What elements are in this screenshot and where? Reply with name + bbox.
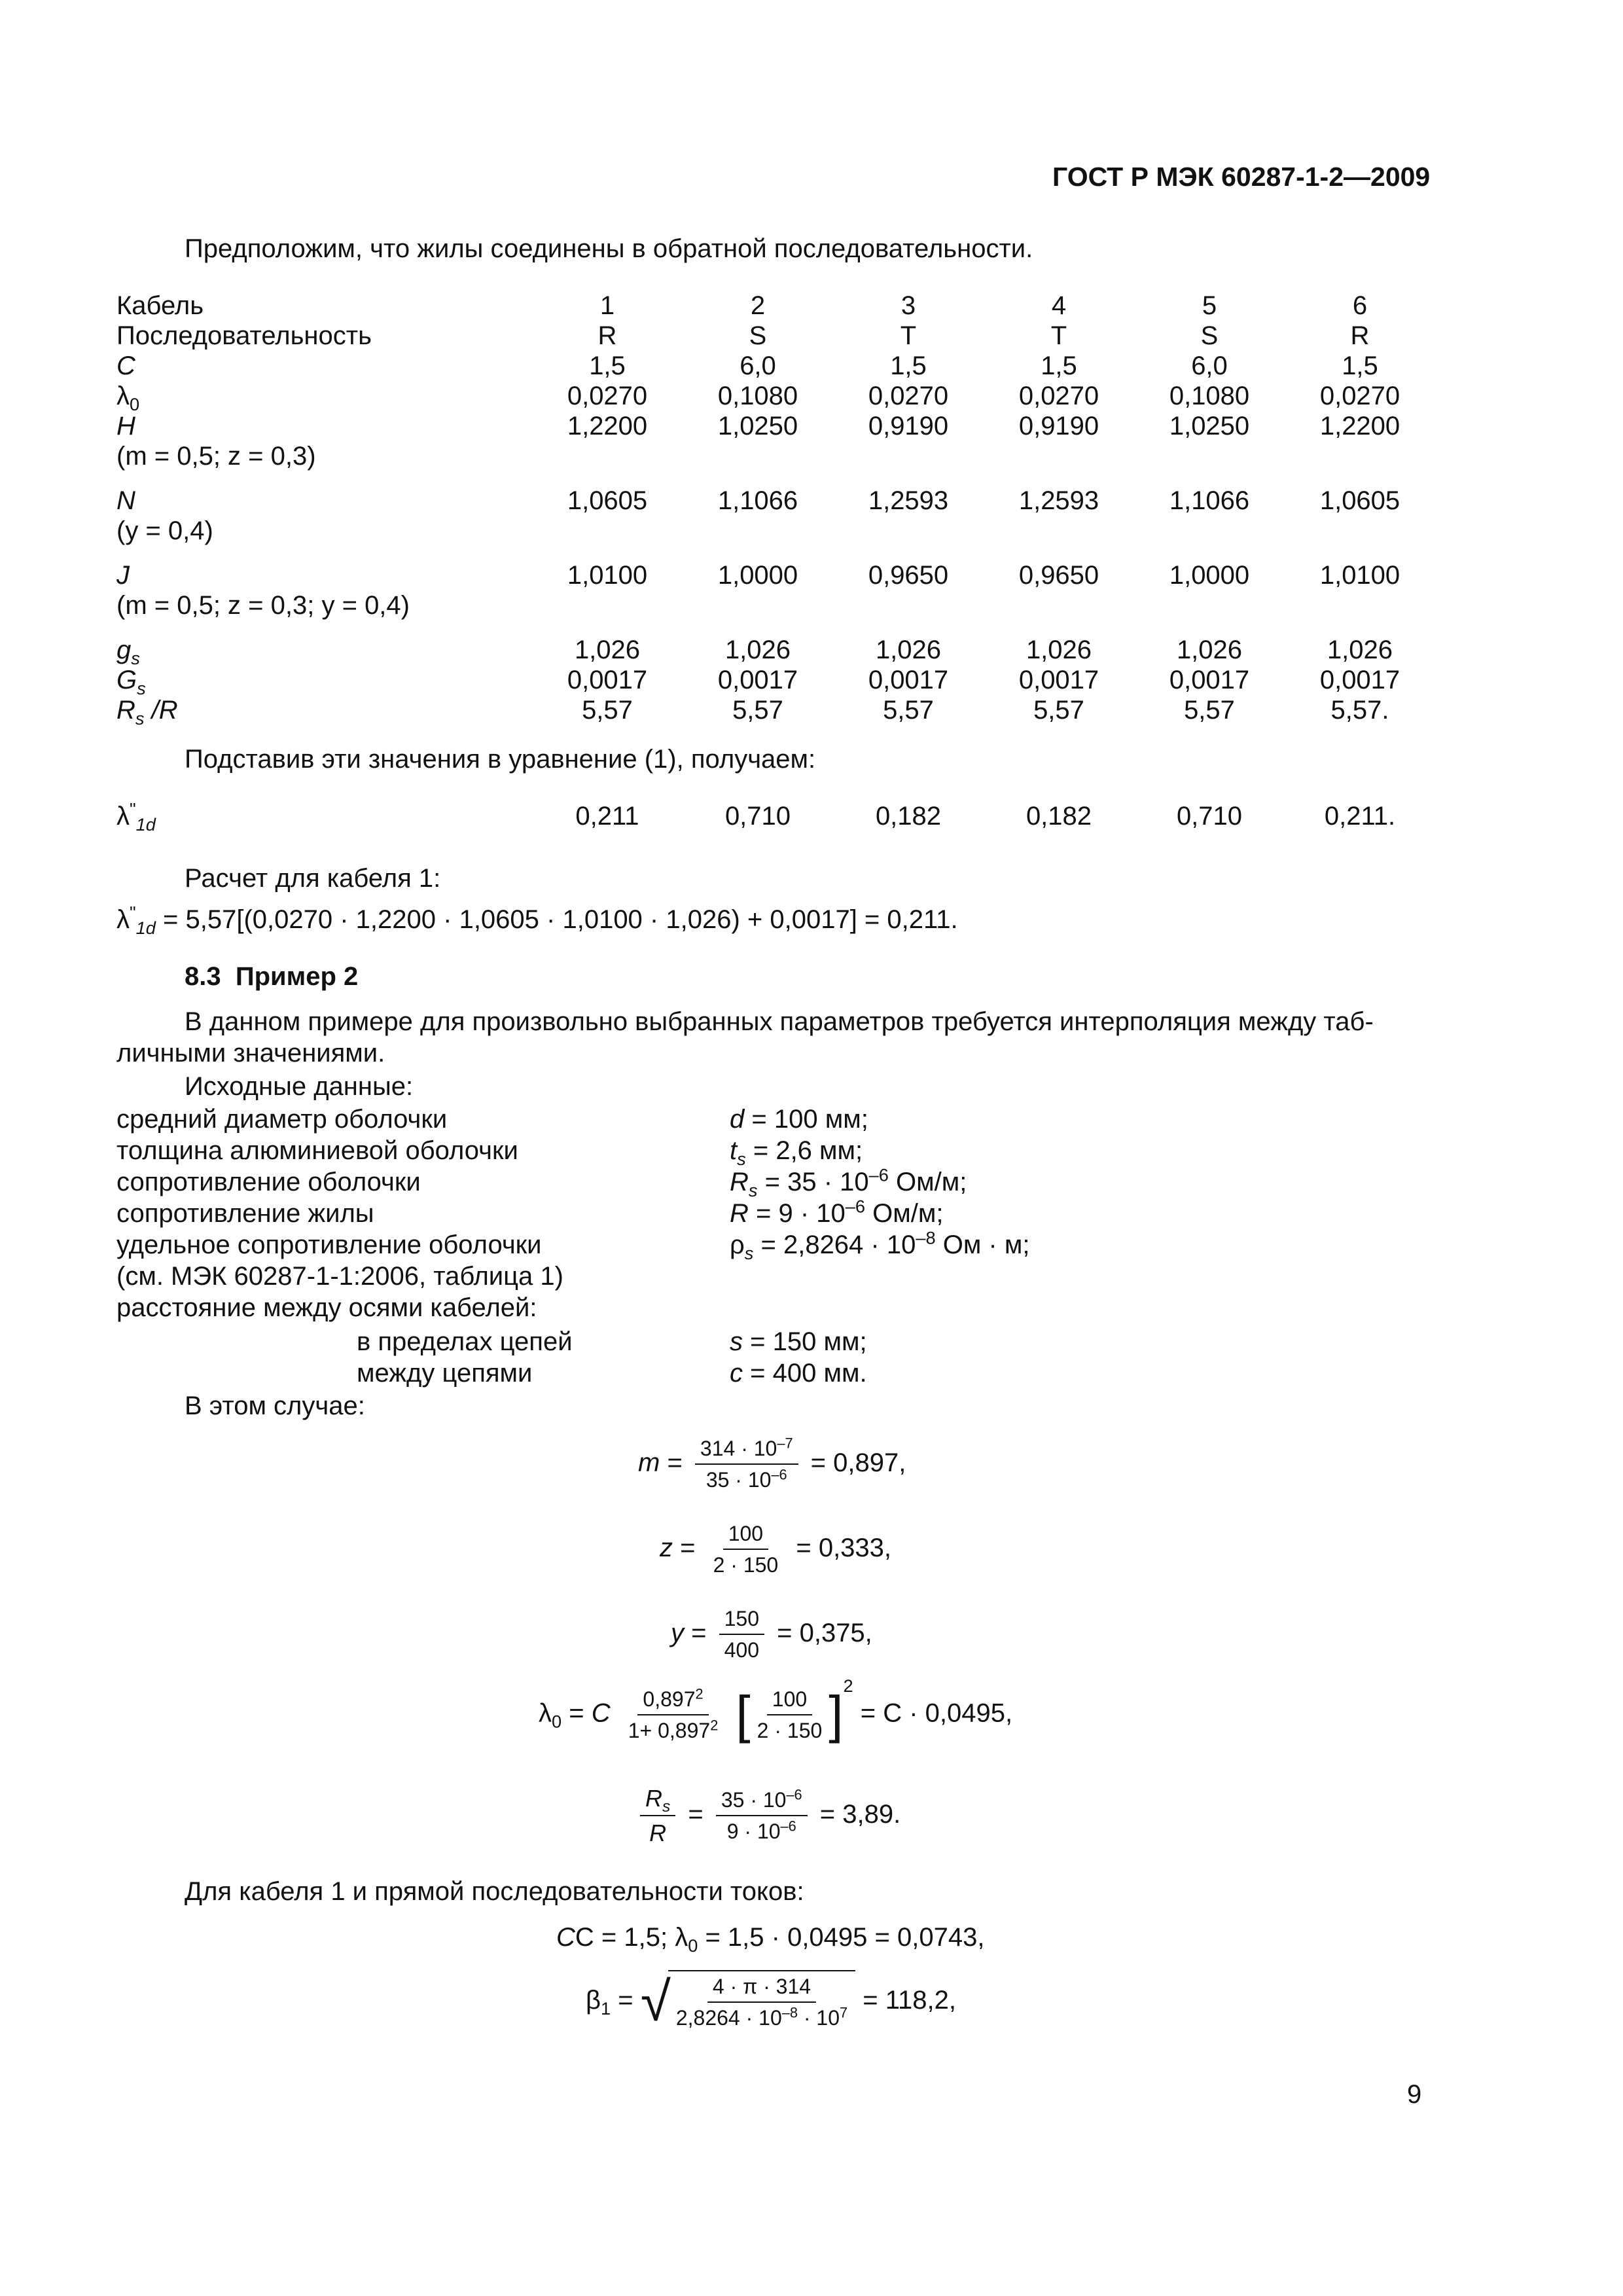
m-fraction: $\frac{314 \cdot 10^{-7}}{35 \cdot 10^{-6}}$ xyxy=(695,1433,798,1496)
h-cell: 1,0250 xyxy=(717,412,798,440)
cable-3: 3 xyxy=(901,291,916,320)
c-cell: 1,5 xyxy=(890,351,927,380)
rho-label: удельное сопротивление оболочки xyxy=(116,1230,542,1259)
h-cell: 1,2200 xyxy=(567,412,648,440)
n-cell: 1,1066 xyxy=(717,486,798,515)
radical-icon: √ xyxy=(640,1971,671,2033)
cable-1: 1 xyxy=(599,291,615,320)
rs-r-label: $R_s$ /R xyxy=(116,696,178,728)
lambda1d-cell: 0,710 xyxy=(1176,802,1243,831)
lambda1d-label: $\lambda^"_{1d}$ xyxy=(116,798,156,834)
n-cell: 1,2593 xyxy=(868,486,949,515)
cable-5: 5 xyxy=(1202,291,1217,320)
sequence-cell: T xyxy=(1050,321,1067,350)
formula-beta: $\beta_1$ = √ $\frac{4 \cdot \pi \cdot 314}{2,8264 \cdot 10^{-8} \cdot 10^7}$ = 118,2, xyxy=(586,1971,956,2033)
j-params: (m = 0,5; z = 0,3; y = 0,4) xyxy=(116,591,410,620)
ts-label: толщина алюминиевой оболочки xyxy=(116,1136,518,1165)
j-cell: 1,0100 xyxy=(567,561,648,590)
y-fraction: $\frac{150}{400}$ xyxy=(719,1604,764,1666)
j-cell: 1,0000 xyxy=(717,561,798,590)
s-value: s = 150 мм; xyxy=(730,1327,867,1356)
c-cell: 1,5 xyxy=(1041,351,1077,380)
ts-value: $t_s = 2,6$ мм; xyxy=(730,1136,863,1169)
formula-z: z = $\frac{100}{2 \cdot 150}$ = 0,333, xyxy=(660,1518,891,1581)
calc-title: Расчет для кабеля 1: xyxy=(185,864,441,893)
c-distance-label: между цепями xyxy=(357,1359,533,1388)
lambda1d-cell: 0,211. xyxy=(1324,802,1396,831)
cable-6: 6 xyxy=(1352,291,1368,320)
case-text: В этом случае: xyxy=(185,1391,365,1420)
c-lambda-line: CC = 1,5; $\lambda_0 = 1,5 \cdot 0,0495 = 0,0743$, xyxy=(556,1923,985,1956)
d-label: средний диаметр оболочки xyxy=(116,1105,448,1134)
j-cell: 1,0100 xyxy=(1319,561,1400,590)
rs-r-symbol-fraction: $\frac{R_s}{R}$ xyxy=(640,1782,675,1850)
gs-upper-label: $G_s$ xyxy=(116,666,146,698)
n-cell: 1,1066 xyxy=(1169,486,1250,515)
gs-upper-cell: 0,0017 xyxy=(1169,666,1250,694)
lambda1d-cell: 0,182 xyxy=(875,802,942,831)
input-title: Исходные данные: xyxy=(185,1072,414,1101)
formula-lambda0: $\lambda_0 = C$ $\frac{0,897^2}{1+ 0,897^2}$ [ $\frac{100}{2 \cdot 150}$ ]$^2$ = C · 0,0495, xyxy=(539,1683,1012,1746)
lambda1d-cell: 0,211 xyxy=(575,802,639,831)
rs-label: сопротивление оболочки xyxy=(116,1168,421,1196)
n-cell: 1,0605 xyxy=(1319,486,1400,515)
c-cell: 6,0 xyxy=(1191,351,1228,380)
gs-upper-cell: 0,0017 xyxy=(868,666,949,694)
beta-fraction: $\frac{4 \cdot \pi \cdot 314}{2,8264 \cdot 10^{-8} \cdot 10^7}$ xyxy=(671,1971,853,2034)
formula-m: m = $\frac{314 \cdot 10^{-7}}{35 \cdot 10^{-6}}$ = 0,897, xyxy=(638,1433,906,1496)
gs-cell: 1,026 xyxy=(875,636,942,664)
d-value: d = 100 мм; xyxy=(730,1105,868,1134)
rs-r-value-fraction: $\frac{35 \cdot 10^{-6}}{9 \cdot 10^{-6}}$ xyxy=(716,1785,808,1847)
n-cell: 1,2593 xyxy=(1018,486,1099,515)
h-cell: 0,9190 xyxy=(868,412,949,440)
h-label: H xyxy=(116,412,135,440)
rs-r-cell: 5,57 xyxy=(732,696,783,725)
rs-r-cell: 5,57 xyxy=(883,696,934,725)
r-label: сопротивление жилы xyxy=(116,1199,374,1228)
c-cell: 1,5 xyxy=(1342,351,1378,380)
para-line-2: личными значениями. xyxy=(116,1039,385,1067)
lambda1d-cell: 0,182 xyxy=(1026,802,1092,831)
sqrt-expression xyxy=(641,1970,855,2034)
lambda0-cell: 0,1080 xyxy=(717,382,798,410)
lambda0-label: $\lambda_0$ xyxy=(116,382,140,414)
page-number: 9 xyxy=(1407,2080,1422,2109)
gs-cell: 1,026 xyxy=(724,636,791,664)
gs-upper-cell: 0,0017 xyxy=(567,666,648,694)
h-cell: 1,2200 xyxy=(1319,412,1400,440)
n-label: N xyxy=(116,486,135,515)
sequence-cell: S xyxy=(1200,321,1219,350)
c-cell: 1,5 xyxy=(589,351,626,380)
intro-text: Предположим, что жилы соединены в обратной последовательности. xyxy=(185,234,1033,263)
gs-label: $g_s$ xyxy=(116,636,140,668)
rs-value: $R_s = 35 \cdot 10^{-6}$ Ом/м; xyxy=(730,1164,967,1200)
lambda1d-cell: 0,710 xyxy=(724,802,791,831)
gs-cell: 1,026 xyxy=(574,636,641,664)
rho-reference: (см. МЭК 60287-1-1:2006, таблица 1) xyxy=(116,1262,563,1291)
lambda0-inner-fraction: $\frac{100}{2 \cdot 150}$ xyxy=(752,1684,828,1746)
lambda0-cell: 0,1080 xyxy=(1169,382,1250,410)
rs-r-cell: 5,57 xyxy=(582,696,633,725)
c-cell: 6,0 xyxy=(740,351,776,380)
distance-label: расстояние между осями кабелей: xyxy=(116,1293,537,1322)
gs-upper-cell: 0,0017 xyxy=(1018,666,1099,694)
z-fraction: $\frac{100}{2 \cdot 150}$ xyxy=(708,1518,784,1581)
rho-value: $\rho_s = 2,8264 \cdot 10^{-8}$ Ом · м; xyxy=(730,1227,1030,1263)
lambda0-cell: 0,0270 xyxy=(567,382,648,410)
formula-rs-ratio: $\frac{R_s}{R}$ = $\frac{35 \cdot 10^{-6}}{9 \cdot 10^{-6}}$ = 3,89. xyxy=(635,1782,901,1850)
j-cell: 1,0000 xyxy=(1169,561,1250,590)
section-heading: 8.3 Пример 2 xyxy=(185,962,359,991)
s-label: в пределах цепей xyxy=(357,1327,573,1356)
r-value: $R = 9 \cdot 10^{-6}$ Ом/м; xyxy=(730,1196,944,1228)
sequence-label: Последовательность xyxy=(116,321,372,350)
formula-y: y = $\frac{150}{400}$ = 0,375, xyxy=(671,1604,872,1666)
rs-r-cell: 5,57. xyxy=(1330,696,1389,725)
gs-upper-cell: 0,0017 xyxy=(717,666,798,694)
gs-cell: 1,026 xyxy=(1176,636,1243,664)
lambda0-fraction: $\frac{0,897^2}{1+ 0,897^2}$ xyxy=(623,1684,724,1746)
sequence-cell: T xyxy=(900,321,917,350)
h-cell: 0,9190 xyxy=(1018,412,1099,440)
n-cell: 1,0605 xyxy=(567,486,648,515)
c-label: C xyxy=(116,351,135,380)
h-params: (m = 0,5; z = 0,3) xyxy=(116,442,316,471)
lambda0-cell: 0,0270 xyxy=(1018,382,1099,410)
sequence-cell: S xyxy=(749,321,767,350)
cable-label: Кабель xyxy=(116,291,204,320)
calc-formula: $\lambda^"_{1d} = 5,57[(0,0270 \cdot 1,2200 \cdot 1,0605 \cdot 1,0100 \cdot 1,026) + 0,0017] = 0,211$. xyxy=(116,902,958,938)
rs-r-cell: 5,57 xyxy=(1184,696,1235,725)
j-cell: 0,9650 xyxy=(1018,561,1099,590)
c-distance-value: c = 400 мм. xyxy=(730,1359,867,1388)
lambda0-cell: 0,0270 xyxy=(1319,382,1400,410)
j-label: J xyxy=(116,561,130,590)
para-line-1: В данном примере для произвольно выбранных параметров требуется интерполяция между таб- xyxy=(185,1007,1374,1036)
sequence-cell: R xyxy=(597,321,617,350)
j-cell: 0,9650 xyxy=(868,561,949,590)
h-cell: 1,0250 xyxy=(1169,412,1250,440)
gs-cell: 1,026 xyxy=(1026,636,1092,664)
lambda0-cell: 0,0270 xyxy=(868,382,949,410)
gs-upper-cell: 0,0017 xyxy=(1319,666,1400,694)
document-id: ГОСТ Р МЭК 60287-1-2—2009 xyxy=(1052,162,1431,192)
sequence-cell: R xyxy=(1350,321,1370,350)
cable-4: 4 xyxy=(1051,291,1067,320)
cable-2: 2 xyxy=(750,291,766,320)
n-params: (y = 0,4) xyxy=(116,516,213,545)
direct-sequence-text: Для кабеля 1 и прямой последовательности токов: xyxy=(185,1877,804,1906)
rs-r-cell: 5,57 xyxy=(1033,696,1084,725)
substitute-text: Подставив эти значения в уравнение (1), получаем: xyxy=(185,745,816,774)
gs-cell: 1,026 xyxy=(1327,636,1393,664)
